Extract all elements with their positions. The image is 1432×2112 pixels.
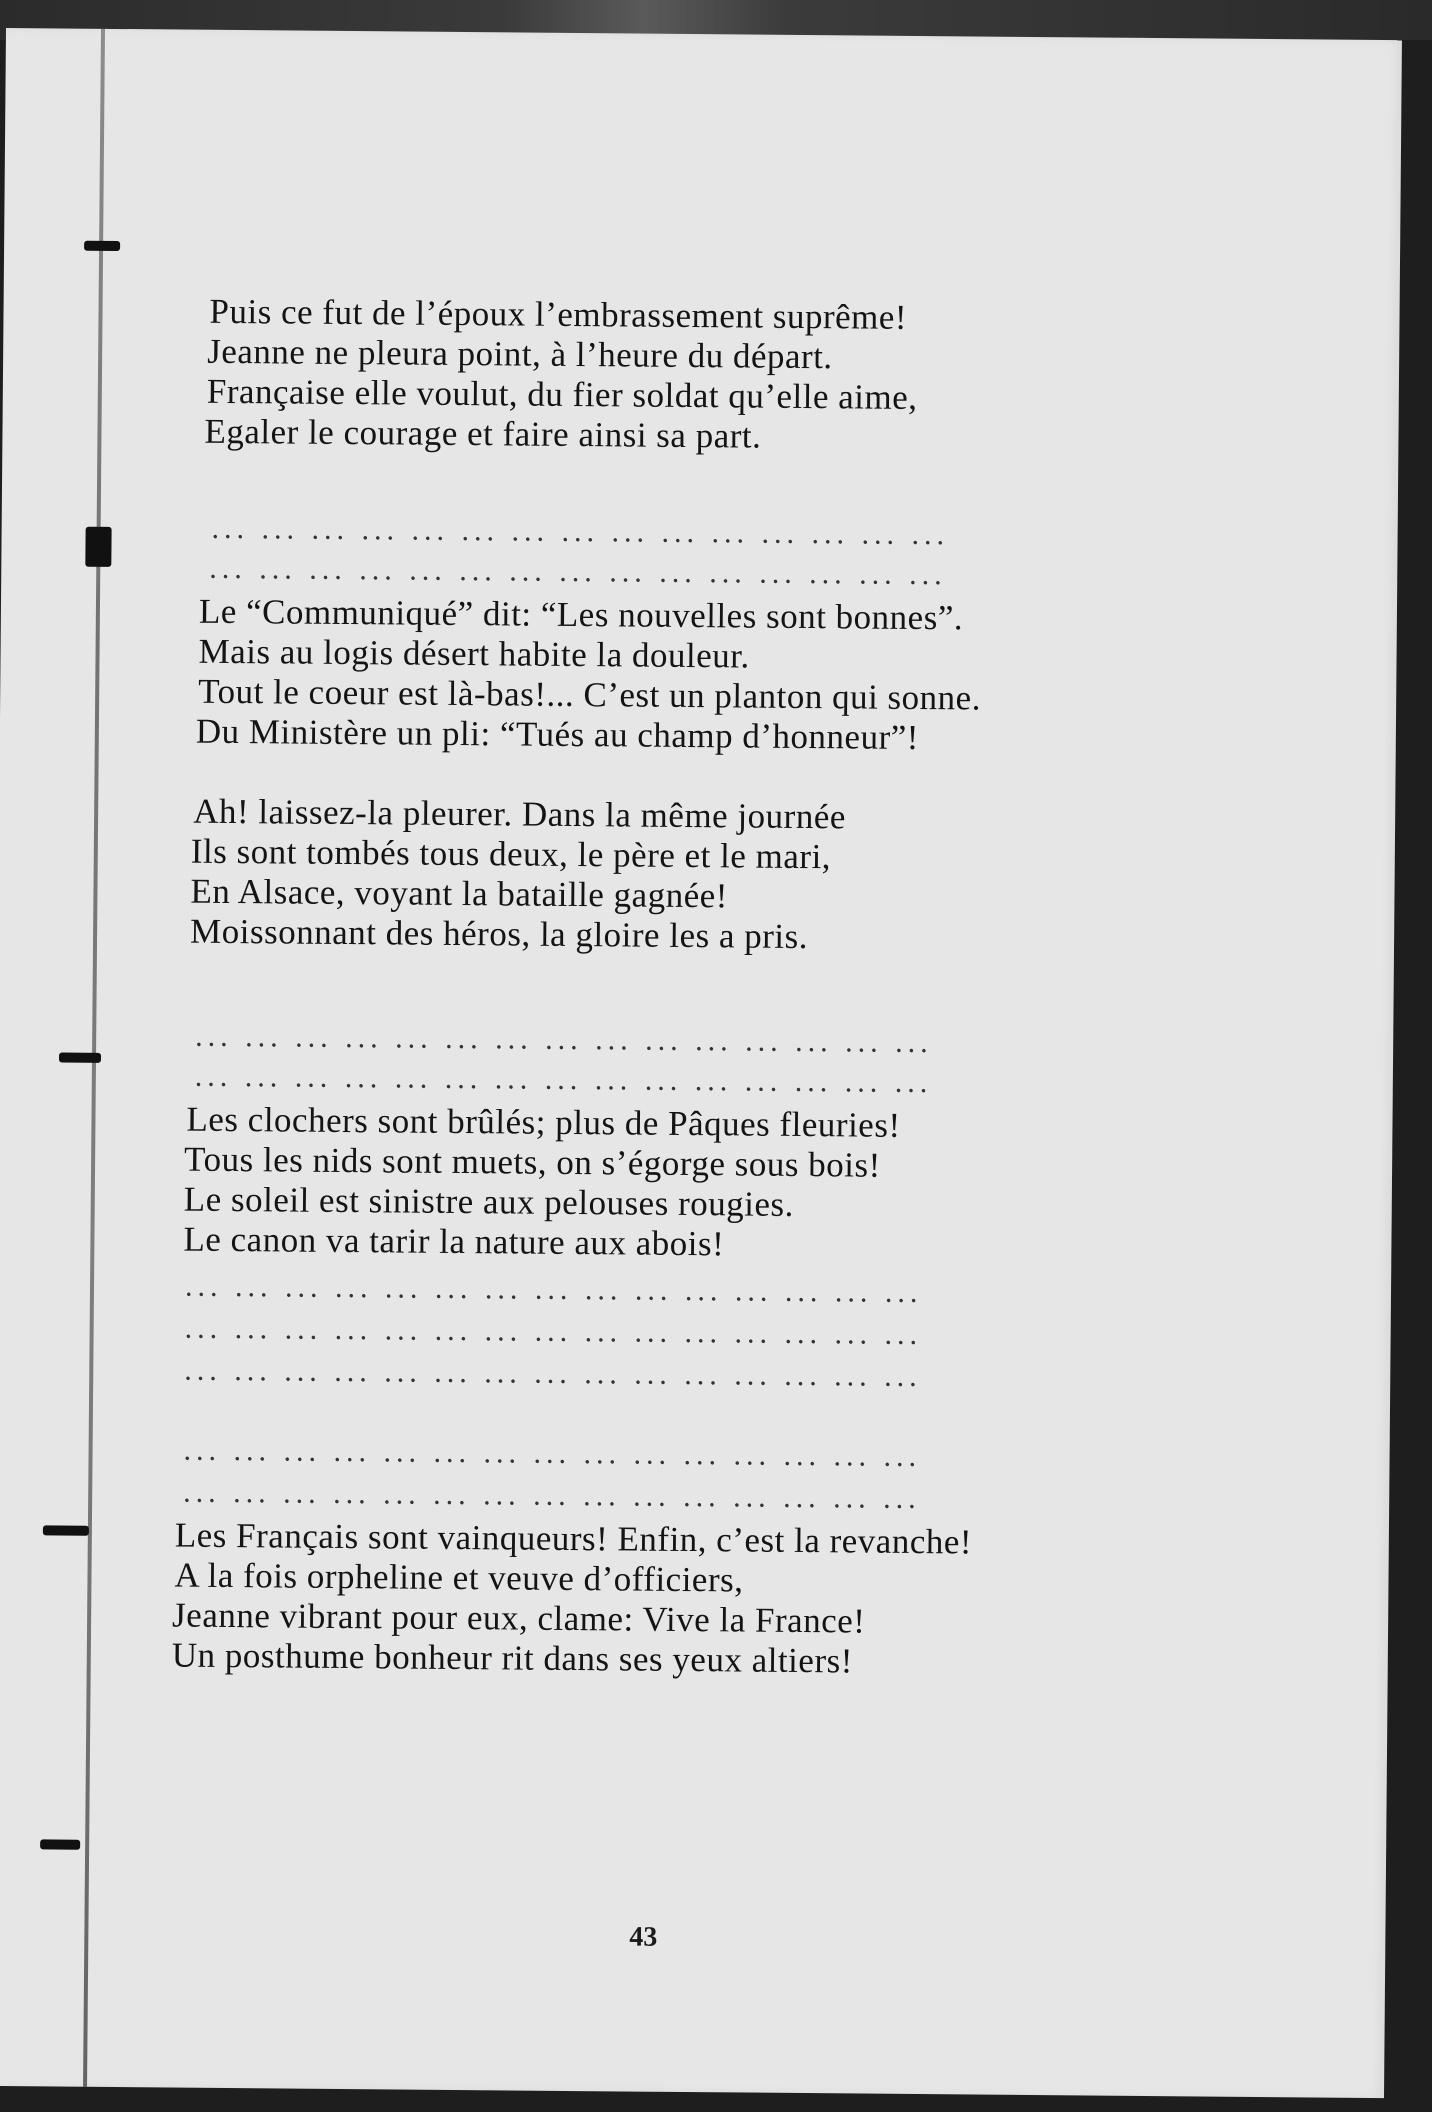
poem-line: A la fois orpheline et veuve d’officiers,	[174, 1555, 744, 1600]
poem-line: Française elle voulut, du fier soldat qu’elle aime,	[206, 371, 918, 417]
poem-line: En Alsace, voyant la bataille gagnée!	[190, 871, 729, 916]
ellipsis-row: ... ... ... ... ... ... ... ... ... ... ... ... ... ... ...	[184, 1353, 922, 1394]
poem-line: Egaler le courage et faire ainsi sa part.	[204, 411, 762, 456]
ellipsis-row: ... ... ... ... ... ... ... ... ... ... ... ... ... ... ...	[183, 1433, 922, 1474]
poem-line: Le soleil est sinistre aux pelouses rougies.	[183, 1179, 795, 1224]
page-number: 43	[629, 1921, 658, 1953]
poem-line: Les clochers sont brûlés; plus de Pâques fleuries!	[186, 1099, 901, 1145]
poem-line: Ah! laissez-la pleurer. Dans la même journée	[193, 791, 847, 837]
poem-line: Les Français sont vainqueurs! Enfin, c’est la revanche!	[174, 1515, 973, 1562]
poem-line: Du Ministère un pli: “Tués au champ d’honneur”!	[195, 711, 920, 757]
ellipsis-row: ... ... ... ... ... ... ... ... ... ... ... ... ... ... ...	[183, 1475, 921, 1516]
poem-line: Le canon va tarir la nature aux abois!	[183, 1219, 725, 1264]
poem-line: Puis ce fut de l’époux l’embrassement suprême!	[209, 291, 908, 337]
poem-line: Le “Communiqué” dit: “Les nouvelles sont bonnes”.	[198, 591, 964, 638]
poem-line: Un posthume bonheur rit dans ses yeux altiers!	[171, 1635, 854, 1681]
ellipsis-row: ... ... ... ... ... ... ... ... ... ... ... ... ... ... ...	[184, 1311, 923, 1352]
poem-line: Ils sont tombés tous deux, le père et le mari,	[190, 831, 832, 877]
ellipsis-row: ... ... ... ... ... ... ... ... ... ... ... ... ... ... ...	[195, 1019, 933, 1060]
book-page	[0, 28, 1402, 2098]
poem-line: Jeanne ne pleura point, à l’heure du départ.	[207, 331, 833, 377]
poem-line: Jeanne vibrant pour eux, clame: Vive la France!	[171, 1595, 866, 1641]
poem-line: Tout le coeur est là-bas!... C’est un planton qui sonne.	[198, 671, 982, 718]
poem-line: Tous les nids sont muets, on s’égorge sous bois!	[183, 1139, 881, 1185]
ellipsis-row: ... ... ... ... ... ... ... ... ... ... ... ... ... ... ...	[194, 1059, 933, 1100]
ellipsis-row: ... ... ... ... ... ... ... ... ... ... ... ... ... ... ...	[209, 551, 947, 592]
poem-line: Mais au logis désert habite la douleur.	[198, 631, 750, 676]
ellipsis-row: ... ... ... ... ... ... ... ... ... ... ... ... ... ... ...	[184, 1269, 923, 1310]
poem-text	[0, 28, 1402, 2098]
poem-line: Moissonnant des héros, la gloire les a pris.	[189, 911, 809, 957]
ellipsis-row: ... ... ... ... ... ... ... ... ... ... ... ... ... ... ...	[211, 511, 950, 552]
